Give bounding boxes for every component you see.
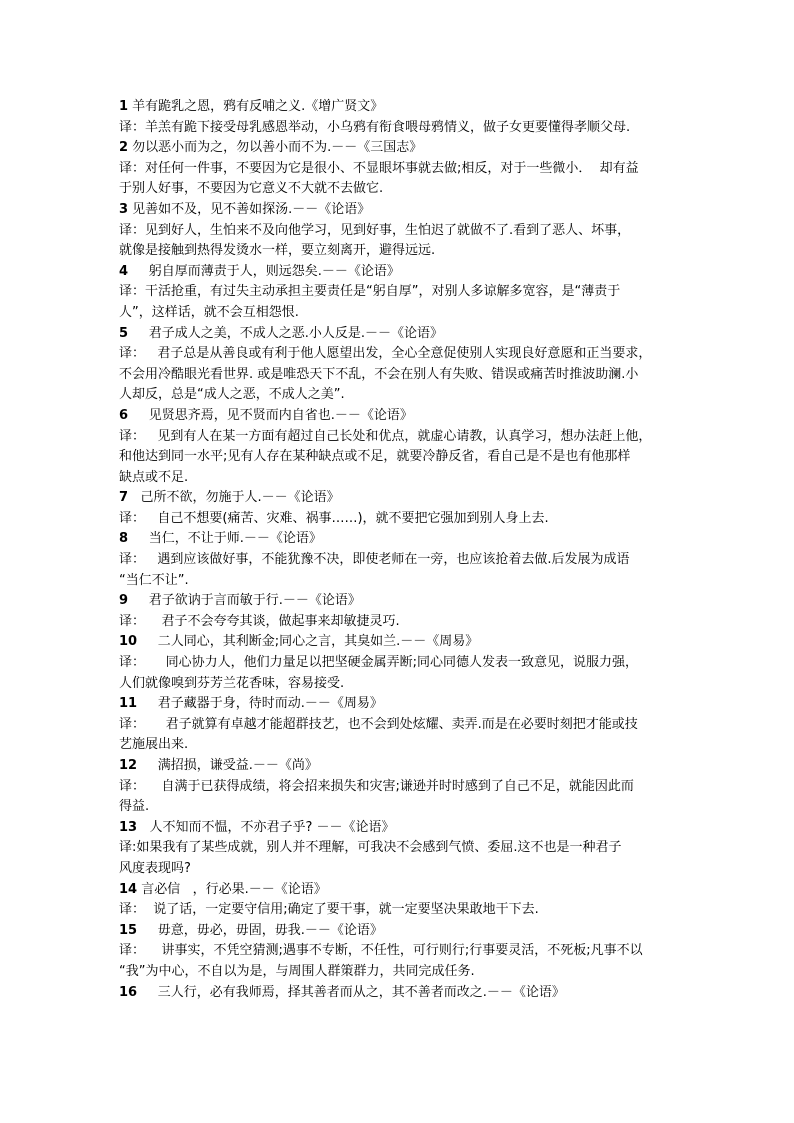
entry-translation-line: 就像是接触到热得发烫水一样，要立刻离开，避得远远. <box>119 243 436 259</box>
entry-translation-line: 译：羊羔有跪下接受母乳感恩举动，小乌鸦有衔食喂母鸦情义，做子女更要懂得孝顺父母. <box>119 119 631 135</box>
entry-translation-line: 和他达到同一水平;见有人存在某种缺点或不足，就要冷静反省，看自己是不是也有他那样 <box>119 449 631 465</box>
entry-number: 15 <box>119 922 138 938</box>
entry-number: 14 <box>119 881 138 897</box>
entry-number: 5 <box>119 325 129 341</box>
entry-quote: 勿以恶小而为之，勿以善小而不为.－－《三国志》 <box>128 140 423 156</box>
entry-quote: 己所不欲，勿施于人.－－《论语》 <box>128 490 340 506</box>
entry-heading <box>119 138 689 159</box>
entry-number: 3 <box>119 201 129 217</box>
entry-translation-line: 译： 说了话，一定要守信用;确定了要干事，就一定要坚决果敢地干下去. <box>119 902 539 918</box>
entry-quote: 当仁，不让于师.－－《论语》 <box>128 531 322 547</box>
entry-heading <box>119 818 689 839</box>
entry-number: 12 <box>119 758 138 773</box>
entry-number: 6 <box>119 407 129 423</box>
entry-quote: 躬自厚而薄责于人，则远怨矣.－－《论语》 <box>128 263 400 279</box>
entry-translation-line: 译： 自己不想要(痛苦、灾难、祸事……)，就不要把它强加到别人身上去. <box>119 510 549 526</box>
entry-heading <box>119 406 689 427</box>
entry-translation-line: 译： 见到有人在某一方面有超过自己长处和优点，就虚心请教，认真学习，想办法赶上他， <box>119 428 652 444</box>
entry-quote: 君子成人之美，不成人之恶.小人反是.－－《论语》 <box>128 325 443 341</box>
entry-number: 10 <box>119 634 138 650</box>
entry-quote: 满招损，谦受益.－－《尚》 <box>137 758 318 773</box>
entry-translation-line: 译： 自满于已获得成绩，将会招来损失和灾害;谦逊并时时感到了自己不足，就能因此而 <box>119 778 634 794</box>
entry-heading <box>119 529 689 550</box>
entry-quote: 君子欲讷于言而敏于行.－－《论语》 <box>128 593 361 609</box>
entry-quote: 人不知而不愠，不亦君子乎? －－《论语》 <box>137 819 395 835</box>
entry-heading <box>119 200 689 221</box>
entry-heading <box>119 983 689 1004</box>
entry-translation-line: 译： 君子总是从善良或有利于他人愿望出发，全心全意促使别人实现良好意愿和正当要求， <box>119 346 652 362</box>
entry-translation-line: 得益. <box>119 799 150 815</box>
document-body <box>119 97 689 1003</box>
entry-quote: 见贤思齐焉，见不贤而内自省也.－－《论语》 <box>128 407 413 423</box>
entry-quote: 三人行，必有我师焉，择其善者而从之，其不善者而改之.－－《论语》 <box>137 984 565 1000</box>
entry-heading <box>119 591 689 612</box>
entry-heading <box>119 632 689 653</box>
entry-translation-line: “我”为中心，不自以为是，与周围人群策群力，共同完成任务. <box>119 963 475 979</box>
entry-number: 1 <box>119 99 129 114</box>
entry-translation-line: 译： 君子不会夸夸其谈，做起事来却敏捷灵巧. <box>119 613 400 629</box>
entry-heading <box>119 756 689 777</box>
entry-heading <box>119 880 689 901</box>
entry-translation-line: 译： 讲事实，不凭空猜测;遇事不专断，不任性，可行则行;行事要灵活，不死板;凡事不以 <box>119 943 643 959</box>
entry-translation-line: 译：见到好人，生怕来不及向他学习，见到好事，生怕迟了就做不了.看到了恶人、坏事， <box>119 222 631 238</box>
entry-heading <box>119 488 689 509</box>
entry-translation-line: 译： 遇到应该做好事，不能犹豫不决，即使老师在一旁，也应该抢着去做.后发展为成语 <box>119 552 630 568</box>
entry-translation-line: 人们就像嗅到芬芳兰花香味，容易接受. <box>119 675 345 691</box>
entry-translation-line: 不会用冷酷眼光看世界. 或是唯恐天下不乱，不会在别人有失败、错误或痛苦时推波助澜.小 <box>119 366 639 382</box>
entry-heading <box>119 921 689 942</box>
entry-translation-line: 风度表现吗? <box>119 860 191 876</box>
entry-translation-line: 译：干活抢重，有过失主动承担主要责任是“躬自厚”，对别人多谅解多宽容，是“薄责于 <box>119 284 621 300</box>
entry-number: 8 <box>119 531 129 547</box>
entry-quote: 见善如不及，见不善如探汤.－－《论语》 <box>128 201 371 217</box>
entry-translation-line: 译： 君子就算有卓越才能超群技艺，也不会到处炫耀、卖弄.而是在必要时刻把才能或技 <box>119 716 638 732</box>
entry-translation-line: 艺施展出来. <box>119 737 189 753</box>
entry-translation-line: 缺点或不足. <box>119 469 189 485</box>
entry-heading <box>119 97 689 118</box>
entry-quote: 君子藏器于身，待时而动.－－《周易》 <box>137 696 383 712</box>
entry-number: 11 <box>119 696 138 712</box>
entry-translation-line: 人”，这样话，就不会互相怨恨. <box>119 304 299 320</box>
entry-quote: 毋意，毋必，毋固，毋我.－－《论语》 <box>137 922 383 938</box>
entry-heading <box>119 324 689 345</box>
entry-number: 7 <box>119 490 129 506</box>
entry-translation-line: 译： 同心协力人，他们力量足以把坚硬金属弄断;同心同德人发表一致意见，说服力强， <box>119 655 639 671</box>
entry-number: 9 <box>119 593 129 609</box>
entry-translation-line: 于别人好事，不要因为它意义不大就不去做它. <box>119 181 384 197</box>
entry-heading <box>119 262 689 283</box>
entry-number: 4 <box>119 263 129 279</box>
entry-quote: 二人同心，其利断金;同心之言，其臭如兰.－－《周易》 <box>137 634 479 650</box>
entry-translation-line: 译：对任何一件事，不要因为它是很小、不显眼坏事就去做;相反，对于一些微小． 却有益 <box>119 160 639 176</box>
entry-translation-line: “当仁不让”. <box>119 572 189 588</box>
entry-number: 16 <box>119 984 138 1000</box>
entry-number: 2 <box>119 140 129 156</box>
entry-quote: 羊有跪乳之恩，鸦有反哺之义.《增广贤文》 <box>128 99 384 114</box>
entry-quote: 言必信 ，行必果.－－《论语》 <box>137 881 327 897</box>
entry-number: 13 <box>119 819 138 835</box>
entry-heading <box>119 694 689 715</box>
entry-translation-line: 人却反，总是“成人之恶，不成人之美”. <box>119 387 345 403</box>
entry-translation-line: 译:如果我有了某些成就，别人并不理解，可我决不会感到气愤、委屈.这不也是一种君子 <box>119 840 622 856</box>
